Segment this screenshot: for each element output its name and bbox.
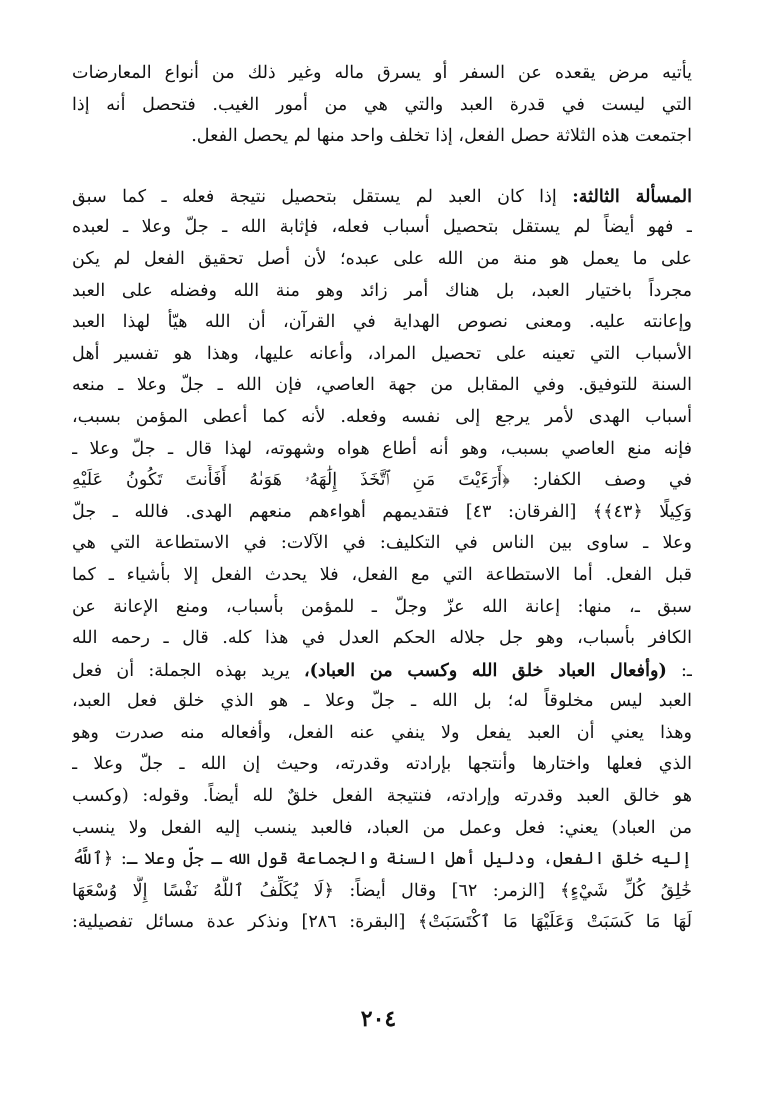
paragraph-3	[72, 655, 692, 939]
text-line	[72, 181, 692, 213]
text-line: التي ليست في قدرة العبد والتي هي من أمور الغيب. فتحصل أنه إذا	[72, 94, 692, 115]
quran-verse-line: خَٰلِقُ كُلِّ شَيْءٍ﴾ [الزمر: ٦٢] وقال أيضاً: ﴿لَا يُكَلِّفُ ٱللَّهُ نَفْسًا إِلَّا وُسْعَهَا	[72, 880, 692, 901]
text-line: الكافر بأسباب، وهو جل جلاله الحكم العدل في هذا كله. قال ـ رحمه الله	[72, 628, 692, 649]
text-line: السنة للتوفيق. وفي المقابل من جهة العاصي، فإن الله ـ جلّ وعلا ـ منعه	[72, 375, 692, 396]
text-line: الذي فعلها واختارها وأنتجها بإرادته وقدرته، وحيث إن الله ـ جلّ وعلا ـ	[72, 754, 692, 775]
text-line: سبق ـ، منها: إعانة الله عزّ وجلّ ـ للمؤمن بأسباب، ومنع الإعانة عن	[72, 596, 692, 617]
quran-verse-line: لَهَا مَا كَسَبَتْ وَعَلَيْهَا مَا ٱكْتَسَبَتْ﴾ [البقرة: ٢٨٦] ونذكر عدة مسائل تفصيلية:	[72, 912, 692, 933]
text-line: على ما يعمل هو منة من الله على عبده؛ لأن أصل تحقيق الفعل لم يكن	[72, 248, 692, 269]
text-line: الأسباب التي تعينه على تحصيل المراد، وأعانه عليها، وهذا هو تفسير أهل	[72, 343, 692, 364]
text-line: وعلا ـ ساوى بين الناس في التكليف: في الآلات: في الاستطاعة التي هي	[72, 533, 692, 554]
text-line: ـ فهو أيضاً لم يستقل بتحصيل أسباب فعله، فإثابة الله ـ جلّ وعلا ـ لعبده	[72, 217, 692, 238]
text-line: وهذا يعني أن العبد يفعل ولا ينفي عنه الفعل، وأفعاله منه صدرت وهو	[72, 722, 692, 743]
text-line: مجرداً باختيار العبد، بل هناك أمر زائد وهو منة الله وفضله على العبد	[72, 280, 692, 301]
text-span: إذا كان العبد لم يستقل بتحصيل نتيجة فعله ـ كما سبق	[72, 186, 557, 207]
text-line: فإنه منع العاصي بسبب، وهو أنه أطاع هواه وشهوته، لهذا قال ـ جلّ وعلا ـ	[72, 438, 692, 459]
text-line: أسباب الهدى لأمر يرجع إلى نفسه وفعله. لأنه كما أعطى المؤمن بسبب،	[72, 406, 692, 427]
text-line: يأتيه مرض يقعده عن السفر أو يسرق ماله وغير ذلك من أنواع المعارضات	[72, 63, 692, 83]
text-line: العبد ليس مخلوقاً له؛ بل الله ـ جلّ وعلا ـ هو الذي خلق فعل العبد،	[72, 691, 692, 712]
text-line: وإعانته عليه. ومعنى نصوص الهداية في القرآن، أن الله هيّأ لهذا العبد	[72, 312, 692, 333]
text-line: اجتمعت هذه الثلاثة حصل الفعل، إذا تخلف واحد منها لم يحصل الفعل.	[191, 126, 692, 147]
matn-quote: (وأفعال العباد خلق الله وكسب من العباد)،	[303, 659, 667, 681]
text-span: يريد بهذه الجملة: أن فعل	[72, 660, 290, 681]
page-body	[72, 58, 692, 939]
section-heading: المسألة الثالثة:	[572, 185, 692, 207]
text-line: هو خالق العبد وقدرته وإرادته، فنتيجة الفعل خلقٌ لله أيضاً. وقوله: (وكسب	[72, 786, 692, 807]
paragraph-1	[72, 58, 692, 153]
text-line: من العباد) يعني: فعل وعمل من العباد، فالعبد ينسب إليه الفعل ولا ينسب	[72, 817, 692, 838]
paragraph-2	[72, 181, 692, 655]
text-span: ـ:	[680, 660, 692, 681]
quran-verse-line: وَكِيلًا ﴿٤٣﴾﴾ [الفرقان: ٤٣] فتقديمهم أهواءهم منعهم الهدى. فالله ـ جلّ	[72, 501, 692, 522]
page-number: ٢٠٤	[360, 1006, 397, 1032]
text-line: قبل الفعل. أما الاستطاعة التي مع الفعل، فلا يحدث الفعل إلا بأشياء ـ كما	[72, 564, 692, 585]
quran-verse-line: في وصف الكفار: ﴿أَرَءَيْتَ مَنِ ٱتَّخَذَ إِلَٰهَهُۥ هَوَىٰهُ أَفَأَنتَ تَكُونُ عَلَيْهِ	[72, 470, 692, 491]
text-line: إليه خلق الفعل، ودليل أهل السنة والجماعة قول الله ـ جلّ وعلا ـ: ﴿ٱللَّهُ	[72, 849, 692, 870]
text-line	[72, 655, 692, 687]
